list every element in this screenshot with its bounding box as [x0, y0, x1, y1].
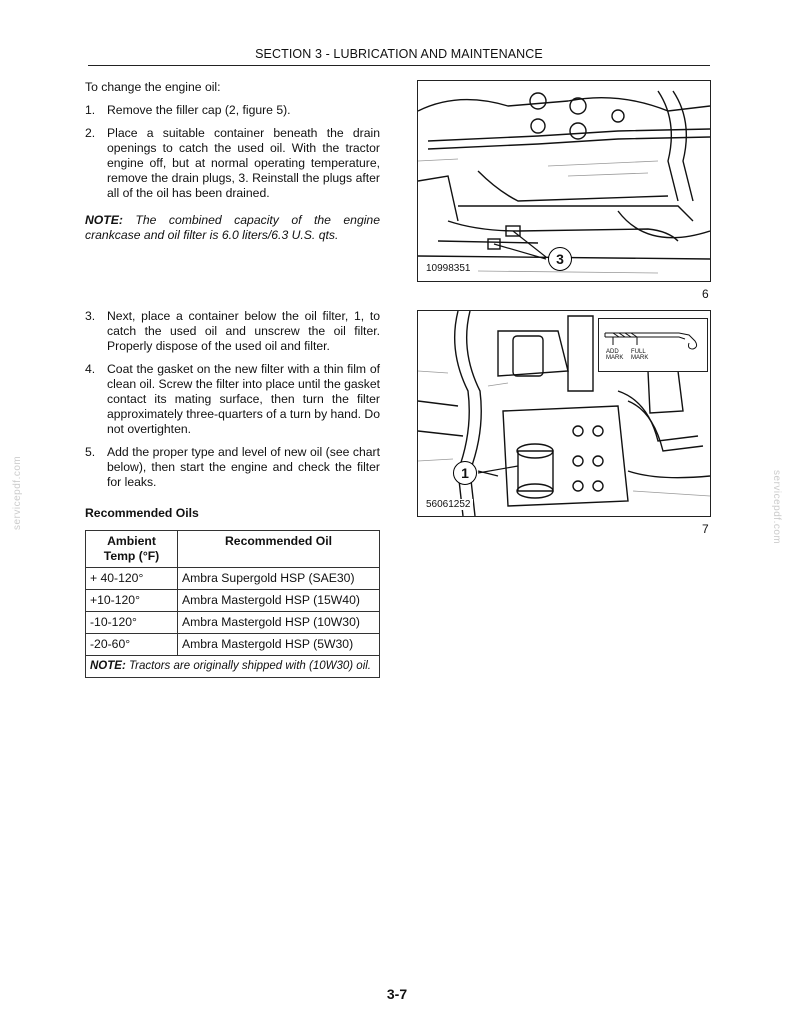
list-item — [85, 445, 380, 490]
note-label: NOTE: — [85, 213, 123, 227]
dipstick-icon — [599, 319, 707, 371]
figure-7-caption: 56061252 — [426, 499, 471, 510]
recommended-oils-table — [85, 530, 380, 678]
steps-list-a — [85, 103, 380, 201]
table-row — [86, 568, 380, 590]
step-text: Add the proper type and level of new oil (see chart below), then start the engine and check the filter for leaks. — [107, 445, 380, 489]
step-text: Coat the gasket on the new filter with a thin film of clean oil. Screw the filter into place until the gasket contact its mating surface, then turn the filter approximately three-quarters of a turn by hand. Do not overtighten. — [107, 362, 381, 436]
note-text: The combined capacity of the engine crankcase and oil filter is 6.0 liters/6.3 U.S. qts. — [85, 213, 380, 242]
step-text: Place a suitable container beneath the drain openings to catch the used oil. With the tractor engine off, but at normal operating temperature, remove the drain plugs, 3. Reinstall the plugs after all of the oil has been drained. — [107, 126, 380, 200]
watermark-left: servicepdf.com — [12, 455, 23, 530]
temp-cell: +10-120° — [86, 590, 178, 612]
column-header-oil: Recommended Oil — [178, 531, 380, 568]
step-text: Next, place a container below the oil filter, 1, to catch the used oil and unscrew the oil filter. Properly dispose of the used oil and filter. — [107, 309, 380, 353]
step-number: 2. — [85, 126, 96, 140]
table-row — [86, 634, 380, 656]
temp-cell: -10-120° — [86, 612, 178, 634]
list-item — [85, 362, 380, 437]
page-number: 3-7 — [386, 986, 408, 1002]
list-item — [85, 126, 380, 201]
step-text: Remove the filler cap (2, figure 5). — [107, 103, 291, 117]
left-column — [85, 80, 380, 243]
full-mark-label: FULL MARK — [631, 349, 649, 361]
list-item — [85, 309, 380, 354]
oil-cell: Ambra Mastergold HSP (15W40) — [178, 590, 380, 612]
oil-cell: Ambra Mastergold HSP (10W30) — [178, 612, 380, 634]
left-column-lower — [85, 309, 380, 498]
watermark-right: servicepdf.com — [771, 470, 782, 545]
table-header-row — [86, 531, 380, 568]
temp-cell: -20-60° — [86, 634, 178, 656]
dipstick-inset — [598, 318, 708, 372]
table-note — [86, 656, 380, 678]
oil-cell: Ambra Supergold HSP (SAE30) — [178, 568, 380, 590]
step-number: 3. — [85, 309, 96, 323]
table-note-text: Tractors are originally shipped with (10W30) oil. — [128, 660, 372, 672]
intro-text: To change the engine oil: — [85, 80, 221, 94]
oil-cell: Ambra Mastergold HSP (5W30) — [178, 634, 380, 656]
table-note-row — [86, 656, 380, 678]
recommended-oils-title: Recommended Oils — [85, 506, 199, 520]
figure-7-number: 7 — [702, 522, 709, 536]
header-rule — [88, 65, 710, 66]
column-header-temp: Ambient Temp (°F) — [86, 531, 178, 568]
figure-6-number: 6 — [702, 287, 709, 301]
step-number: 5. — [85, 445, 96, 459]
section-header: SECTION 3 - LUBRICATION AND MAINTENANCE — [255, 47, 543, 61]
capacity-note — [85, 213, 380, 243]
list-item — [85, 103, 380, 118]
table-row — [86, 590, 380, 612]
steps-list-b — [85, 309, 380, 490]
step-number: 1. — [85, 103, 96, 117]
add-mark-label: ADD MARK — [606, 349, 624, 361]
temp-cell: + 40-120° — [86, 568, 178, 590]
figure-6-engine-drain-plugs — [417, 80, 711, 282]
callout-3: 3 — [548, 247, 572, 271]
step-number: 4. — [85, 362, 96, 376]
callout-1: 1 — [453, 461, 477, 485]
figure-6-caption: 10998351 — [426, 263, 471, 274]
table-note-label: NOTE: — [90, 660, 126, 672]
table-row — [86, 612, 380, 634]
